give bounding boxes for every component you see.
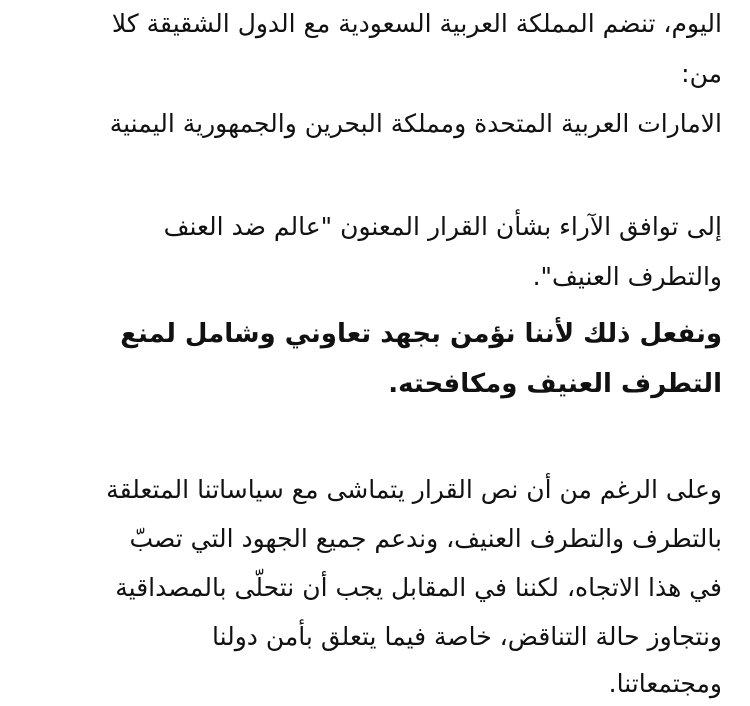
paragraph-3-line-1: ونفعل ذلك لأننا نؤمن بجهد تعاوني وشامل لمنع xyxy=(120,319,722,349)
paragraph-2-line-2: والتطرف العنيف". xyxy=(532,262,722,291)
paragraph-4-line-1: وعلى الرغم من أن نص القرار يتماشى مع سياساتنا المتعلقة xyxy=(106,475,722,504)
paragraph-3-line-2: التطرف العنيف ومكافحته. xyxy=(388,369,722,399)
paragraph-4-line-5: ومجتمعاتنا. xyxy=(608,669,722,698)
paragraph-1-line-1: اليوم، تنضم المملكة العربية السعودية مع الدول الشقيقة كلا xyxy=(111,9,722,38)
paragraph-4-line-2: بالتطرف والتطرف العنيف، وندعم جميع الجهود التي تصبّ xyxy=(129,524,722,553)
paragraph-4-line-4: ونتجاوز حالة التناقض، خاصة فيما يتعلق بأمن دولنا xyxy=(211,622,722,651)
paragraph-2-line-1: إلى توافق الآراء بشأن القرار المعنون "عالم ضد العنف xyxy=(163,212,722,241)
paragraph-4-line-3: في هذا الاتجاه، لكننا في المقابل يجب أن نتحلّى بالمصداقية xyxy=(115,573,722,602)
paragraph-1-line-3: الامارات العربية المتحدة ومملكة البحرين والجمهورية اليمنية xyxy=(109,109,722,138)
paragraph-1-line-2: من: xyxy=(681,59,722,88)
